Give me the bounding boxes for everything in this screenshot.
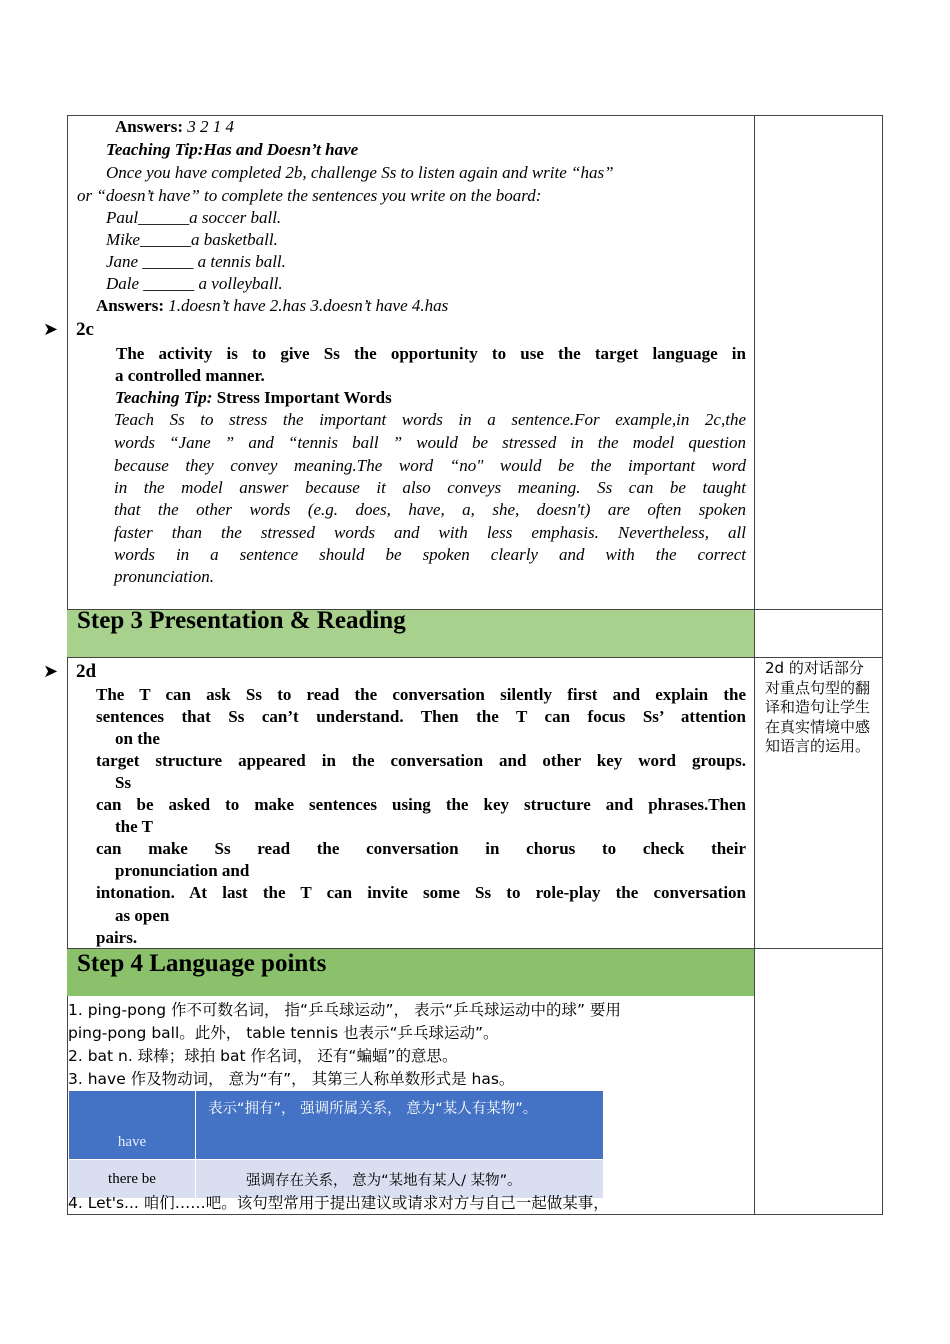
answers-label: Answers:: [96, 296, 164, 315]
stress-text-line: in the model answer because it also conveys meaning. Ss can be taught: [114, 478, 746, 497]
stress-text-line: faster than the stressed words and with less emphasis. Nevertheless, all: [114, 523, 746, 542]
table-row: [69, 1091, 604, 1160]
section-2d-heading: 2d: [76, 661, 97, 682]
teaching-tip-2: [115, 387, 392, 409]
reading-line: pairs.: [96, 928, 138, 947]
reading-line: as open: [115, 906, 170, 925]
point-1-line-1: 1. ping-pong 作不可数名词， 指“乒乓球运动”， 表示“乒乓球运动中的球” 要用: [68, 1001, 621, 1019]
activity-line-1: The activity is to give Ss the opportunity to use the target language in: [116, 344, 746, 363]
have-vs-there-be-table: [68, 1090, 604, 1199]
arrow-bullet-icon: ➤: [43, 661, 59, 682]
teaching-note: 2d 的对话部分对重点句型的翻译和造句让学生在真实情境中感知语言的运用。: [765, 659, 871, 755]
reading-line: the T: [115, 817, 153, 836]
arrow-bullet-icon: ➤: [43, 319, 59, 340]
stress-text-line: Teach Ss to stress the important words in a sentence.For example,in 2c,the: [114, 410, 746, 429]
tip-text-line-2: or “doesn’t have” to complete the sentences you write on the board:: [77, 186, 542, 205]
reading-line: The T can ask Ss to read the conversation silently first and explain the: [96, 685, 746, 704]
reading-line: sentences that Ss can’t understand. Then the T can focus Ss’ attention: [96, 707, 746, 726]
answers-line-2: [96, 295, 448, 317]
point-3: 3. have 作及物动词， 意为“有”， 其第三人称单数形式是 has。: [68, 1070, 515, 1088]
point-2: 2. bat n. 球棒；球拍 bat 作名词， 还有“蝙蝠”的意思。: [68, 1047, 458, 1065]
stress-text-line: words “Jane ” and “tennis ball ” would be stressed in the model question: [114, 433, 746, 452]
stress-text-line: pronunciation.: [114, 567, 214, 586]
tip-text-line-1: Once you have completed 2b, challenge Ss to listen again and write “has”: [106, 163, 614, 182]
stress-text-line: that the other words (e.g. does, have, a, she, doesn't) are often spoken: [114, 500, 746, 519]
table-cell-term: there be: [69, 1160, 196, 1199]
answers-line-1: [115, 116, 234, 138]
table-cell-desc: 表示“拥有”， 强调所属关系， 意为“某人有某物”。: [196, 1091, 604, 1160]
reading-line: target structure appeared in the conversation and other key word groups.: [96, 751, 746, 770]
reading-line: Ss: [115, 773, 132, 792]
reading-line: pronunciation and: [115, 861, 250, 880]
activity-line-2: a controlled manner.: [115, 366, 265, 385]
step4-band: [67, 949, 754, 996]
table-cell-term: have: [69, 1091, 196, 1160]
section-2c-heading: 2c: [76, 319, 94, 340]
answers-value: 1.doesn’t have 2.has 3.doesn’t have 4.has: [168, 296, 449, 315]
fill-blank-line: Dale ______ a volleyball.: [106, 274, 283, 293]
fill-blank-line: Jane ______ a tennis ball.: [106, 252, 286, 271]
reading-line: intonation. At last the T can invite some Ss to role-play the conversation: [96, 883, 746, 902]
tip-title: Stress Important Words: [216, 388, 392, 407]
answers-value: 3 2 1 4: [187, 117, 234, 136]
lesson-table: [43, 115, 883, 1215]
table-cell-desc: 强调存在关系， 意为“某地有某人/ 某物”。: [196, 1160, 604, 1199]
fill-blank-line: Paul______a soccer ball.: [106, 208, 282, 227]
answers-label: Answers:: [115, 117, 183, 136]
stress-text-line: because they convey meaning.The word “no" would be the important word: [114, 456, 746, 475]
step3-band: [67, 607, 754, 657]
stress-text-line: words in a sentence should be spoken clearly and with the correct: [114, 545, 746, 564]
tip-label: Teaching Tip:: [115, 388, 213, 407]
teaching-tip-title: Teaching Tip:Has and Doesn’t have: [106, 140, 359, 159]
step4-title: Step 4 Language points: [77, 950, 327, 977]
reading-line: can be asked to make sentences using the key structure and phrases.Then: [96, 795, 746, 814]
reading-line: on the: [115, 729, 160, 748]
point-1-line-2: ping-pong ball。此外， table tennis 也表示“乒乓球运动”。: [68, 1024, 499, 1042]
fill-blank-line: Mike______a basketball.: [106, 230, 278, 249]
step3-title: Step 3 Presentation & Reading: [77, 607, 406, 634]
point-4: 4. Let's... 咱们……吧。该句型常用于提出建议或请求对方与自己一起做某事，: [68, 1194, 609, 1212]
reading-line: can make Ss read the conversation in chorus to check their: [96, 839, 746, 858]
